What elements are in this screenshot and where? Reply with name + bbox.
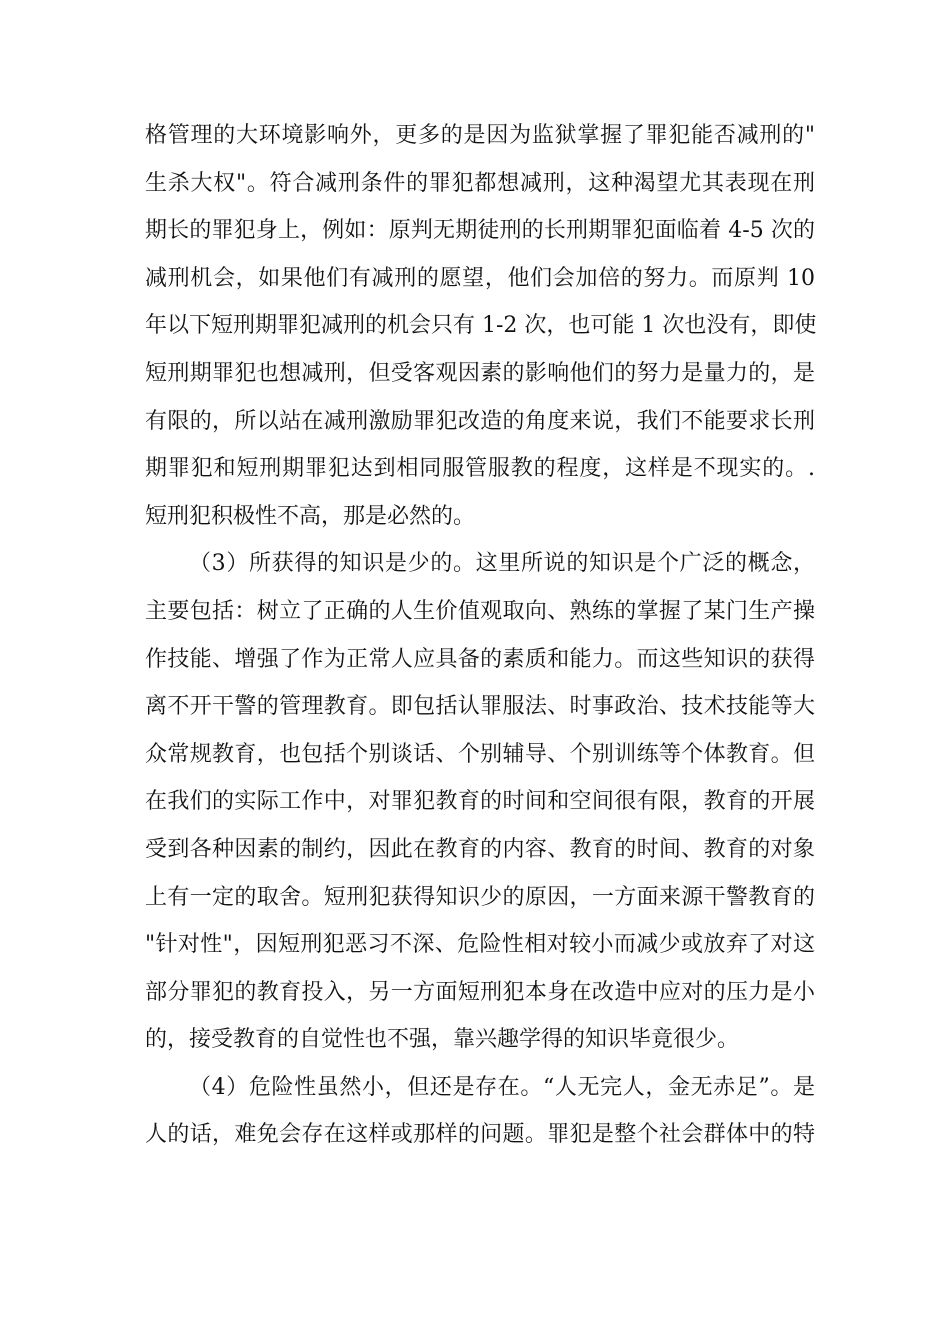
text-line: 在我们的实际工作中，对罪犯教育的时间和空间很有限，教育的开展 bbox=[145, 789, 815, 815]
text-line: （3）所获得的知识是少的。这里所说的知识是个广泛的概念， bbox=[189, 551, 815, 577]
paragraph-1 bbox=[145, 112, 815, 540]
text-line: （4）危险性虽然小，但还是存在。“人无完人，金无赤足”。是 bbox=[189, 1074, 815, 1100]
text-line: 格管理的大环境影响外，更多的是因为监狱掌握了罪犯能否减刑的" bbox=[145, 123, 815, 148]
text-line: 受到各种因素的制约，因此在教育的内容、教育的时间、教育的对象 bbox=[145, 836, 815, 862]
text-line: 主要包括：树立了正确的人生价值观取向、熟练的掌握了某门生产操 bbox=[145, 598, 815, 624]
text-line: 期长的罪犯身上，例如：原判无期徒刑的长刑期罪犯面临着 4-5 次的 bbox=[145, 218, 815, 244]
text-line: 作技能、增强了作为正常人应具备的素质和能力。而这些知识的获得 bbox=[145, 646, 815, 672]
text-line: 众常规教育，也包括个别谈话、个别辅导、个别训练等个体教育。但 bbox=[145, 741, 815, 767]
text-line: 人的话，难免会存在这样或那样的问题。罪犯是整个社会群体中的特 bbox=[145, 1122, 815, 1148]
paragraph-3 bbox=[145, 1064, 815, 1159]
text-line: 上有一定的取舍。短刑犯获得知识少的原因，一方面来源干警教育的 bbox=[145, 884, 815, 910]
text-line: 部分罪犯的教育投入，另一方面短刑犯本身在改造中应对的压力是小 bbox=[145, 979, 815, 1005]
text-line: 减刑机会，如果他们有减刑的愿望，他们会加倍的努力。而原判 10 bbox=[145, 265, 815, 291]
paragraph-2 bbox=[145, 540, 815, 1064]
text-line: 短刑期罪犯也想减刑，但受客观因素的影响他们的努力是量力的，是 bbox=[145, 360, 815, 386]
text-line: 生杀大权"。符合减刑条件的罪犯都想减刑，这种渴望尤其表现在刑 bbox=[145, 170, 815, 196]
text-line: 短刑犯积极性不高，那是必然的。 bbox=[145, 503, 476, 529]
text-line: 有限的，所以站在减刑激励罪犯改造的角度来说，我们不能要求长刑 bbox=[145, 408, 815, 434]
text-line: 年以下短刑期罪犯减刑的机会只有 1-2 次，也可能 1 次也没有，即使 bbox=[145, 313, 817, 339]
body-text bbox=[145, 112, 815, 1159]
text-line: "针对性"，因短刑犯恶习不深、危险性相对较小而减少或放弃了对这 bbox=[145, 932, 815, 958]
text-line: 的，接受教育的自觉性也不强，靠兴趣学得的知识毕竟很少。 bbox=[145, 1027, 740, 1053]
text-line: 离不开干警的管理教育。即包括认罪服法、时事政治、技术技能等大 bbox=[145, 694, 815, 720]
text-line: 期罪犯和短刑期罪犯达到相同服管服教的程度，这样是不现实的。. bbox=[145, 456, 815, 482]
